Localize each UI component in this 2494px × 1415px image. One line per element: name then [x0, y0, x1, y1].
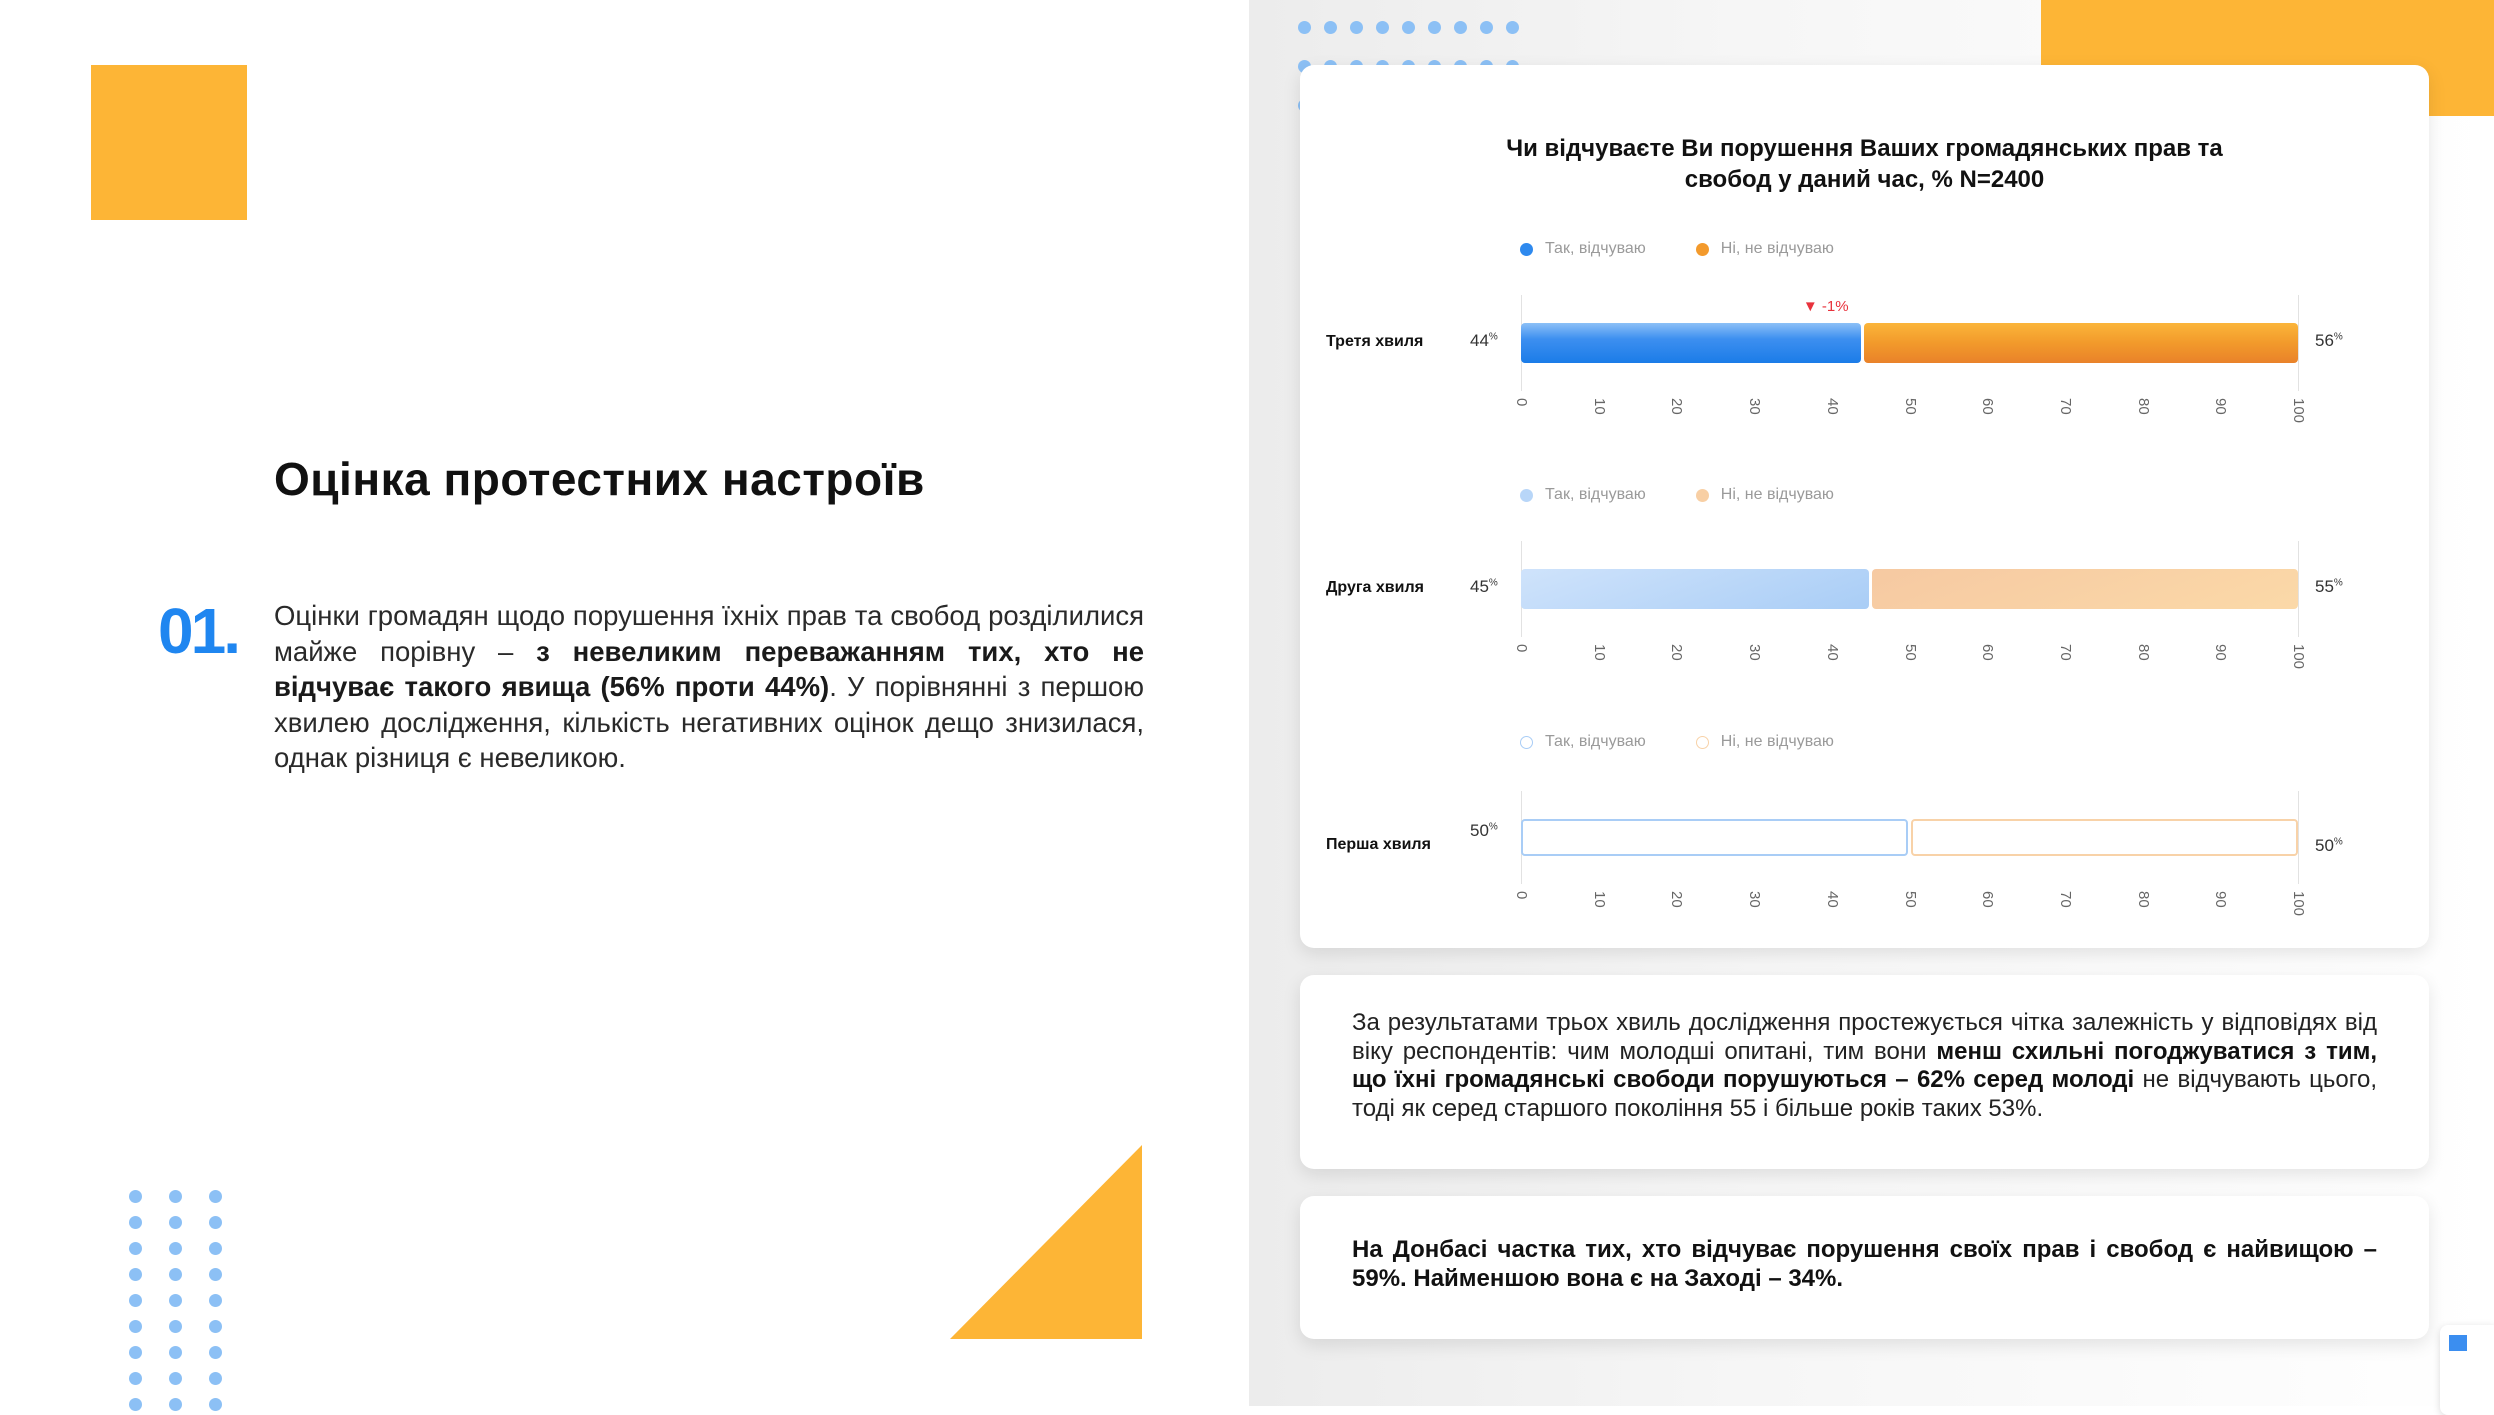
axis-tick-label: 40	[1823, 644, 1841, 661]
decor-dot	[169, 1190, 182, 1203]
axis-tick-label: 100	[2290, 644, 2307, 670]
axis-tick-label: 20	[1668, 644, 1686, 661]
legend-label: Ні, не відчуваю	[1720, 733, 1834, 750]
decor-dot	[209, 1346, 222, 1359]
decor-dot	[129, 1372, 142, 1385]
legend-swatch-icon	[1696, 243, 1709, 256]
chart-legend	[1520, 733, 1834, 751]
axis-tick-label: 40	[1823, 398, 1841, 415]
decor-dot	[1454, 21, 1467, 34]
chart-legend	[1520, 240, 1834, 258]
legend-item[interactable]	[1520, 733, 1646, 751]
axis-tick-label: 0	[1513, 891, 1530, 900]
axis-tick-label: 90	[2212, 644, 2230, 661]
axis-tick-label: 70	[2056, 398, 2074, 415]
decor-dot	[1402, 21, 1415, 34]
axis-gridline	[2298, 541, 2299, 637]
decor-dot	[169, 1242, 182, 1255]
axis-tick-label: 50	[1901, 644, 1919, 661]
axis-tick-label: 70	[2056, 644, 2074, 661]
decor-dot	[169, 1398, 182, 1411]
axis-tick-label: 10	[1590, 398, 1608, 415]
decor-dot	[169, 1216, 182, 1229]
legend-label: Так, відчуваю	[1545, 240, 1646, 257]
legend-swatch-icon	[1520, 243, 1533, 256]
decor-dot	[169, 1294, 182, 1307]
decor-orange-square	[91, 65, 247, 220]
legend-label: Ні, не відчуваю	[1720, 486, 1834, 503]
axis-tick-label: 60	[1979, 644, 1997, 661]
legend-label: Так, відчуваю	[1545, 733, 1646, 750]
decor-dot	[1428, 21, 1441, 34]
slide-thumbnail[interactable]	[2440, 1325, 2494, 1415]
decor-orange-triangle	[950, 1145, 1142, 1339]
age-note-text-1: За результатами трьох хвиль дослідження простежується чітка залежність у відповідях від віку респондентів: чим молодші опитані, тим вони	[1352, 1009, 2377, 1065]
chart-card	[1300, 65, 2429, 948]
row-label: Друга хвиля	[1326, 579, 1424, 596]
legend-label: Ні, не відчуваю	[1720, 240, 1834, 257]
decor-dot	[129, 1320, 142, 1333]
axis-tick-label: 40	[1823, 891, 1841, 908]
age-note-text-bold: менш схильні погоджуватися з тим, що їхні громадянські свободи порушуються – 62% серед молоді	[1352, 1037, 2378, 1093]
legend-item[interactable]	[1696, 240, 1834, 258]
thumbnail-accent	[2449, 1335, 2467, 1351]
decor-dot	[129, 1398, 142, 1411]
legend-item[interactable]	[1696, 486, 1834, 504]
bar-no[interactable]	[1864, 323, 2298, 363]
delta-indicator: ▼ -1%	[1802, 298, 1849, 315]
axis-tick-label: 30	[1746, 644, 1764, 661]
decor-dot	[129, 1268, 142, 1281]
bar-no[interactable]	[1872, 569, 2298, 609]
decor-dot	[209, 1268, 222, 1281]
chart-legend	[1520, 486, 1834, 504]
axis-tick-label: 0	[1513, 644, 1530, 653]
decor-dot	[129, 1242, 142, 1255]
summary-text-bold: з невеликим переважанням тих, хто не відчуває такого явища (56% проти 44%)	[274, 635, 1144, 702]
axis-tick-label: 90	[2212, 398, 2230, 415]
chart-title-line-1: Чи відчуваєте Ви порушення Ваших громадянських прав та	[1506, 135, 2223, 162]
legend-item[interactable]	[1520, 486, 1646, 504]
axis-tick-label: 10	[1590, 644, 1608, 661]
section-number: 01.	[158, 595, 238, 667]
axis-gridline	[2298, 295, 2299, 391]
page-title: Оцінка протестних настроїв	[274, 453, 925, 505]
axis-tick-label: 20	[1668, 891, 1686, 908]
summary-text-1: Оцінки громадян щодо порушення їхніх прав та свобод розділилися майже порівну –	[274, 600, 1144, 667]
decor-dot	[1506, 21, 1519, 34]
region-note-text: На Донбасі частка тих, хто відчуває порушення своїх прав і свобод є найвищою – 59%. Найменшою вона є на Заході – 34%.	[1352, 1236, 2377, 1292]
value-label-no: 56%	[2315, 331, 2343, 350]
axis-tick-label: 30	[1746, 398, 1764, 415]
axis-tick-label: 50	[1901, 398, 1919, 415]
decor-dot	[209, 1398, 222, 1411]
axis-gridline	[2298, 791, 2299, 884]
decor-dot	[209, 1320, 222, 1333]
decor-dot	[209, 1372, 222, 1385]
legend-swatch-icon	[1520, 736, 1533, 749]
legend-item[interactable]	[1520, 240, 1646, 258]
bar-yes[interactable]	[1521, 323, 1861, 363]
chart-title	[1300, 133, 2429, 195]
legend-swatch-icon	[1696, 489, 1709, 502]
legend-swatch-icon	[1520, 489, 1533, 502]
legend-swatch-icon	[1696, 736, 1709, 749]
axis-tick-label: 50	[1901, 891, 1919, 908]
legend-label: Так, відчуваю	[1545, 486, 1646, 503]
row-label: Третя хвиля	[1326, 333, 1424, 350]
legend-item[interactable]	[1696, 733, 1834, 751]
decor-dot	[169, 1372, 182, 1385]
decor-dot	[169, 1346, 182, 1359]
value-label-yes: 44%	[1470, 331, 1498, 350]
decor-dot	[129, 1346, 142, 1359]
decor-dot	[209, 1216, 222, 1229]
axis-tick-label: 80	[2134, 398, 2152, 415]
value-label-yes: 45%	[1470, 577, 1498, 596]
chart-title-line-2: свобод у даний час, % N=2400	[1684, 166, 2045, 193]
bar-yes[interactable]	[1521, 569, 1869, 609]
decor-dot	[129, 1216, 142, 1229]
axis-tick-label: 90	[2212, 891, 2230, 908]
axis-tick-label: 100	[2290, 398, 2307, 424]
axis-tick-label: 20	[1668, 398, 1686, 415]
bar-yes[interactable]	[1521, 819, 1908, 856]
decor-dot	[1298, 21, 1311, 34]
decor-dot	[209, 1294, 222, 1307]
axis-tick-label: 70	[2056, 891, 2074, 908]
axis-tick-label: 60	[1979, 891, 1997, 908]
axis-tick-label: 30	[1746, 891, 1764, 908]
value-label-yes: 50%	[1470, 820, 1498, 840]
decor-dot	[1480, 21, 1493, 34]
axis-tick-label: 100	[2290, 891, 2307, 917]
decor-dot	[169, 1268, 182, 1281]
decor-dot	[129, 1294, 142, 1307]
axis-tick-label: 0	[1513, 398, 1530, 407]
summary-paragraph	[274, 598, 1144, 776]
age-note-text	[1352, 1009, 2377, 1123]
axis-tick-label: 10	[1590, 891, 1608, 908]
value-label-no: 55%	[2315, 577, 2343, 596]
decor-dot	[129, 1190, 142, 1203]
bar-no[interactable]	[1911, 819, 2299, 856]
row-label: Перша хвиля	[1326, 835, 1431, 853]
summary-text-2: . У порівнянні з першою хвилею дослідження, кількість негативних оцінок дещо знизилася, однак різниця є невеликою.	[274, 671, 1144, 773]
axis-tick-label: 80	[2134, 891, 2152, 908]
age-note-card	[1300, 975, 2429, 1169]
decor-dot	[1350, 21, 1363, 34]
value-label-no: 50%	[2315, 835, 2343, 855]
decor-dot	[209, 1242, 222, 1255]
decor-dot	[1324, 21, 1337, 34]
axis-tick-label: 60	[1979, 398, 1997, 415]
axis-tick-label: 80	[2134, 644, 2152, 661]
region-note-card	[1300, 1196, 2429, 1339]
decor-dot	[209, 1190, 222, 1203]
decor-dot	[169, 1320, 182, 1333]
decor-dot	[1376, 21, 1389, 34]
age-note-text-2: не відчувають цього, тоді як серед старшого покоління 55 і більше років таких 53%.	[1352, 1066, 2377, 1122]
